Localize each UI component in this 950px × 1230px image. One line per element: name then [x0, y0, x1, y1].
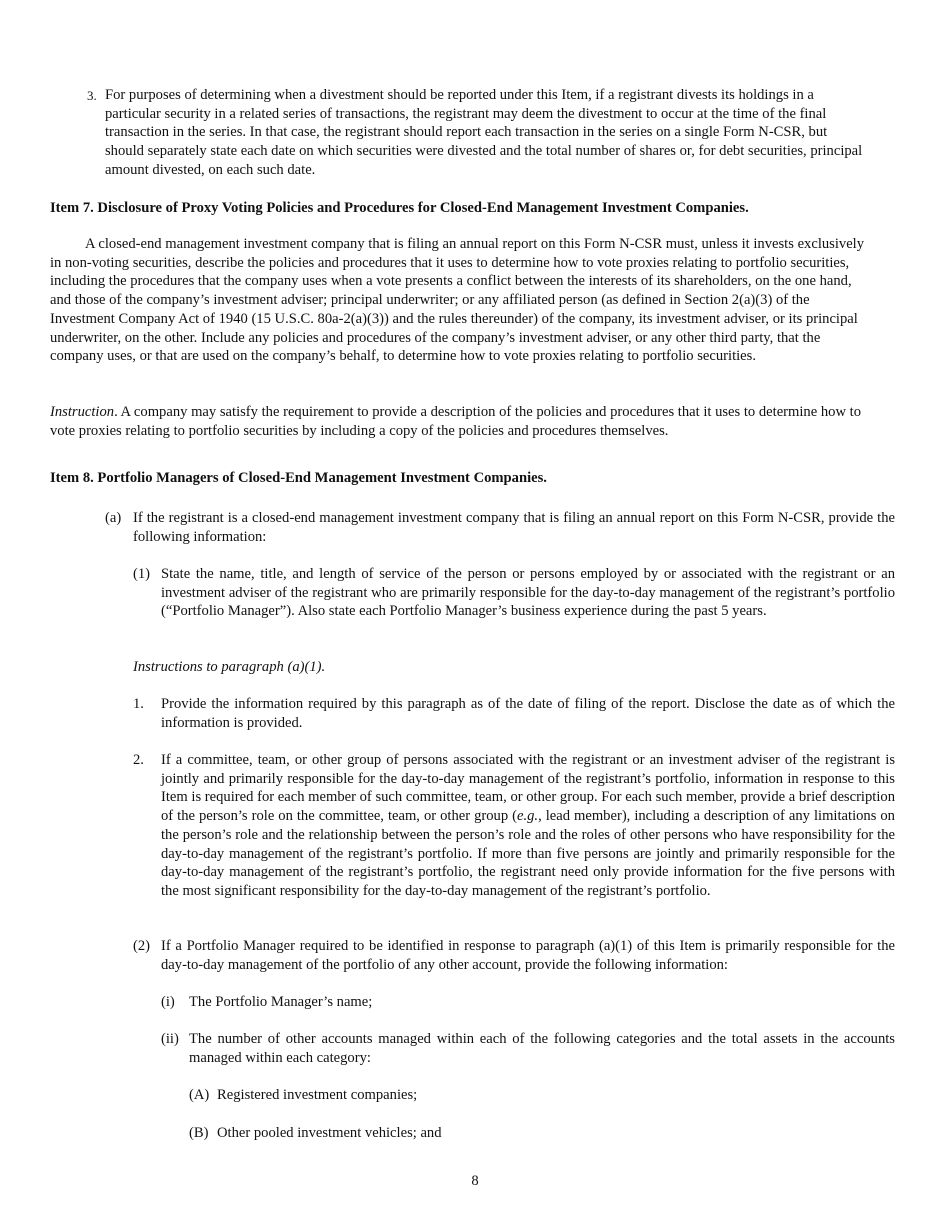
instruction-2-text	[133, 751, 895, 901]
instruction-text: . A company may satisfy the requirement to provide a description of the policies and procedures that it uses to determine how to vote proxies relating to portfolio securities by including a copy of the policies and procedures themselves.	[50, 404, 861, 439]
item8-paragraph-a	[105, 509, 895, 546]
item7-heading: Item 7. Disclosure of Proxy Voting Policies and Procedures for Closed-End Management Investment Companies.	[50, 200, 749, 216]
note-number: 3.	[87, 88, 97, 103]
instruction-2	[133, 751, 895, 901]
subpara-A-text: Registered investment companies;	[217, 1087, 418, 1103]
instruction-2-eg: e.g.	[516, 808, 539, 825]
item8-paragraph-2	[133, 937, 895, 974]
instruction-2-text-part1: If a committee, team, or other group of persons associated with the registrant or an investment adviser of the registrant is jointly and primarily responsible for the day-to-day management of the registrant’s portfolio, information in response to this Item is required for each member of such committee, team, or other group. For each such member, provide a brief description of the person’s role on the committee, team, or other group (	[161, 752, 895, 825]
subpara-B-label: (B)	[189, 1125, 209, 1141]
subpara-ii-label: (ii)	[161, 1031, 179, 1047]
instruction-1	[133, 695, 895, 732]
item8-subpara-A	[189, 1086, 889, 1105]
item7-instruction	[50, 403, 872, 440]
item8-subpara-ii	[161, 1030, 895, 1067]
instructions-heading: Instructions to paragraph (a)(1).	[133, 659, 326, 675]
instruction-label: Instruction	[50, 404, 115, 420]
para-1-text: State the name, title, and length of service of the person or persons employed by or associated with the registrant or an investment adviser of the registrant who are primarily responsible for the day-to-day management of the registrant’s portfolio (“Portfolio Manager”). Also state each Portfolio Manager’s business experience during the past 5 years.	[161, 566, 895, 620]
para-2-text: If a Portfolio Manager required to be identified in response to paragraph (a)(1) of this Item is primarily responsible for the day-to-day management of the portfolio of any other account, provide the following information:	[161, 938, 895, 973]
para-a-label: (a)	[105, 510, 122, 526]
para-2-label: (2)	[133, 938, 151, 954]
subpara-A-label: (A)	[189, 1087, 210, 1103]
instruction-2-text-part2: , lead member), including a description of any limitations on the person’s role and the relationship between the person’s role and the roles of other persons who have responsibility for the day-to-day management of the registrant’s portfolio. If more than five persons are jointly and primarily responsible for the day-to-day management of the registrant’s portfolio, the registrant need only provide information for the five persons with the most significant responsibility for the day-to-day management of the registrant’s portfolio.	[161, 808, 895, 899]
para-a-text: If the registrant is a closed-end management investment company that is filing an annual report on this Form N-CSR, provide the following information:	[133, 510, 895, 545]
para-1-label: (1)	[133, 566, 151, 582]
item7-body: A closed-end management investment company that is filing an annual report on this Form N-CSR must, unless it invests exclusively in non-voting securities, describe the policies and procedures that it uses to determine how to vote proxies relating to portfolio securities, including the procedures that the company uses when a vote presents a conflict between the interests of its shareholders, on the one hand, and those of the company’s investment adviser; principal underwriter; or any affiliated person (as defined in Section 2(a)(3) of the Investment Company Act of 1940 (15 U.S.C. 80a-2(a)(3)) and the rules thereunder) of the company, its investment adviser, or its principal underwriter, on the other. Include any policies and procedures of the company’s investment adviser, or any other third party, that the company uses, or that are used on the company’s behalf, to determine how to vote proxies relating to portfolio securities.	[50, 236, 865, 365]
subpara-i-text: The Portfolio Manager’s name;	[189, 994, 373, 1010]
instruction-1-label: 1.	[133, 696, 144, 712]
page-number: 8	[471, 1173, 479, 1189]
divestment-note	[87, 86, 867, 180]
item8-subpara-B	[189, 1124, 889, 1143]
subpara-i-label: (i)	[161, 994, 175, 1010]
subpara-B-text: Other pooled investment vehicles; and	[217, 1125, 442, 1141]
instruction-1-text: Provide the information required by this paragraph as of the date of filing of the report. Disclose the date as of which the information is provided.	[161, 696, 895, 731]
item8-paragraph-1	[133, 565, 895, 621]
note-text: For purposes of determining when a divestment should be reported under this Item, if a registrant divests its holdings in a particular security in a related series of transactions, the registrant may deem the divestment to occur at the time of the final transaction in the series. In that case, the registrant should report each transaction in the series on a single Form N-CSR, but should separately state each date on which securities were divested and the total number of shares or, for debt securities, principal amount divested, on each such date.	[105, 87, 863, 178]
item8-heading: Item 8. Portfolio Managers of Closed-End Management Investment Companies.	[50, 470, 547, 486]
instruction-2-label: 2.	[133, 752, 144, 768]
item8-subpara-i	[161, 993, 895, 1012]
subpara-ii-text: The number of other accounts managed within each of the following categories and the total assets in the accounts managed within each category:	[189, 1031, 895, 1066]
